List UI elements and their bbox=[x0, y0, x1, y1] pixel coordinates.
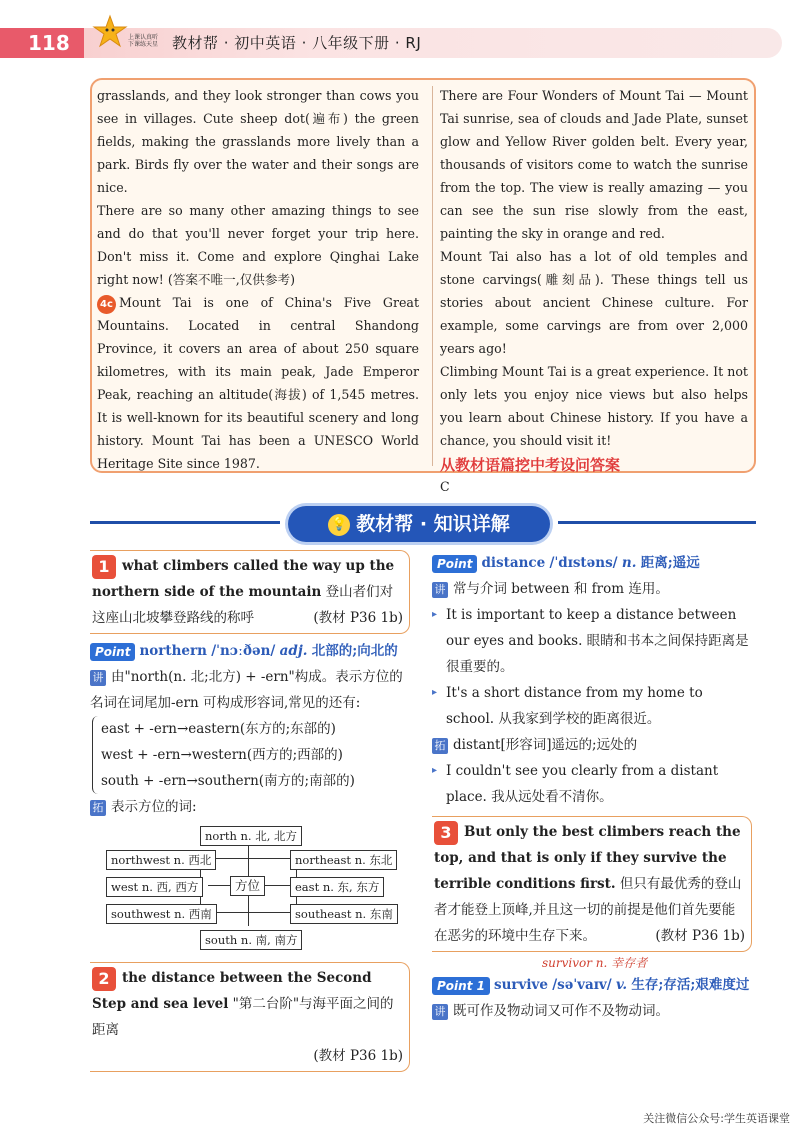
item-1-ref: (教材 P36 1b) bbox=[313, 610, 403, 626]
dir-southeast: southeast n. 东南 bbox=[290, 904, 398, 924]
tuo-icon: 拓 bbox=[90, 800, 106, 816]
example-sentence: ▸ It's a short distance from my home to school. 从我家到学校的距离很近。 bbox=[432, 680, 752, 732]
footer-note: 关注微信公众号:学生英语课堂 bbox=[643, 1112, 790, 1125]
point-label: Point bbox=[432, 555, 477, 573]
banner-title: 教材帮 · 知识详解 bbox=[356, 513, 510, 535]
part-of-speech: adj. bbox=[279, 643, 308, 659]
point-survive bbox=[432, 972, 752, 998]
explain-survive bbox=[432, 998, 752, 1024]
point-northern bbox=[90, 638, 410, 664]
star-logo-icon bbox=[92, 14, 128, 50]
dir-south: south n. 南, 南方 bbox=[200, 930, 302, 950]
meaning: 北部的;向北的 bbox=[311, 643, 398, 659]
explain-distance bbox=[432, 576, 752, 602]
explain-northern bbox=[90, 664, 410, 716]
phonetic: /ˈdɪstəns/ bbox=[549, 555, 618, 571]
column-divider bbox=[432, 86, 433, 466]
page-number: 118 bbox=[0, 28, 84, 58]
explain-text: 由"north(n. 北;北方) + -ern"构成。表示方位的名词在词尾加-ern 可构成形容词,常见的还有: bbox=[90, 669, 403, 711]
example-sentence: ▸ It is important to keep a distance between our eyes and books. 眼睛和书本之间保持距离是很重要的。 bbox=[432, 602, 752, 680]
answer-paragraph: There are Four Wonders of Mount Tai — Mount Tai sunrise, sea of clouds and Jade Plate, sunset glow and Yellow River golden belt. Every year, thousands of visitors come to watch the sunrise from the top. The view is really amazing — you can see the sun rise slowly from the east, painting the sky in orange and red. bbox=[440, 88, 748, 241]
brace-item: west + -ern→western(西方的;西部的) bbox=[101, 747, 343, 763]
explain-text: 常与介词 between 和 from 连用。 bbox=[453, 581, 669, 597]
item-3-ref: (教材 P36 1b) bbox=[655, 928, 745, 944]
item-1-english: what climbers called the way up the northern side of the mountain bbox=[92, 558, 395, 600]
survivor-annotation bbox=[432, 954, 752, 972]
tuo-line bbox=[432, 732, 752, 758]
survivor-note: survivor n. 幸存者 bbox=[542, 956, 648, 970]
point-label: Point 1 bbox=[432, 977, 490, 995]
answer-4c-paragraph bbox=[97, 291, 419, 475]
jiang-icon: 讲 bbox=[90, 670, 106, 686]
brace-group bbox=[92, 716, 410, 794]
answer-4c-text: Mount Tai is one of China's Five Great Mountains. Located in central Shandong Province, it covers an area of about 250 square kilometres, with its main peak, Jade Emperor Peak, reaching an altitude(海拔) of 1,545 metres. It is well-known for its beautiful scenery and long history. Mount Tai has been a UNESCO World Heritage Site since 1987. bbox=[97, 295, 419, 471]
section-banner bbox=[288, 506, 550, 542]
item-1-box bbox=[90, 550, 410, 634]
item-number: 1 bbox=[92, 555, 116, 579]
answer-paragraph: Climbing Mount Tai is a great experience. It not only lets you enjoy nice views but also helps you learn about Chinese history. If you have a chance, you should visit it! bbox=[440, 364, 748, 448]
tuo-line bbox=[90, 794, 410, 820]
tuo-icon: 拓 bbox=[432, 738, 448, 754]
item-2-chinese: "第二台阶"与海平面之间的距离 bbox=[92, 996, 394, 1038]
answer-left-column bbox=[97, 84, 419, 475]
banner-line-left bbox=[90, 521, 280, 524]
direction-diagram bbox=[90, 822, 410, 952]
point-distance bbox=[432, 550, 752, 576]
dir-southwest: southwest n. 西南 bbox=[106, 904, 217, 924]
answer-paragraph: Mount Tai also has a lot of old temples and stone carvings(雕刻品). These things tell us stories about ancient Chinese culture. For example, some carvings are from over 2,000 years ago! bbox=[440, 249, 748, 356]
item-2-box bbox=[90, 962, 410, 1072]
part-of-speech: n. bbox=[621, 555, 637, 571]
knowledge-left-column bbox=[90, 550, 410, 1072]
item-3-box bbox=[432, 816, 752, 952]
phonetic: /səˈvaɪv/ bbox=[552, 977, 612, 993]
tuo-text: 表示方位的词: bbox=[111, 799, 197, 815]
answer-paragraph: There are so many other amazing things to see and do that you'll never forget your trip here. Don't miss it. Come and explore Qinghai Lake right now! (答案不唯一,仅供参考) bbox=[97, 203, 419, 287]
item-2-ref: (教材 P36 1b) bbox=[313, 1048, 403, 1064]
dir-west: west n. 西, 西方 bbox=[106, 877, 203, 897]
item-3-chinese: 但只有最优秀的登山者才能登上顶峰,并且这一切的前提是他们首先要能在恶劣的环境中生存下来。 bbox=[434, 876, 742, 944]
jiang-icon: 讲 bbox=[432, 1004, 448, 1020]
knowledge-right-column bbox=[432, 550, 752, 1024]
logo-text: 上课认真听 下课练天星 bbox=[128, 34, 159, 48]
item-1-chinese: 登山者们对这座山北坡攀登路线的称呼 bbox=[92, 584, 394, 626]
example-sentence: ▸ I couldn't see you clearly from a distant place. 我从远处看不清你。 bbox=[432, 758, 752, 810]
item-3-english: But only the best climbers reach the top, and that is only if they survive the terrible conditions first. bbox=[434, 824, 741, 892]
meaning: 距离;遥远 bbox=[640, 555, 700, 571]
explain-text: 既可作及物动词又可作不及物动词。 bbox=[453, 1003, 669, 1019]
item-number: 2 bbox=[92, 967, 116, 991]
part-of-speech: v. bbox=[615, 977, 628, 993]
answer-right-column bbox=[440, 84, 748, 498]
brace-item: east + -ern→eastern(东方的;东部的) bbox=[101, 721, 336, 737]
item-2-english: the distance between the Second Step and sea level bbox=[92, 970, 372, 1012]
answer-paragraph: grasslands, and they look stronger than cows you see in villages. Cute sheep dot(遍布) the green fields, making the grasslands more lively than a park. Birds fly over the water and their songs are nice. bbox=[97, 88, 419, 195]
dir-northeast: northeast n. 东北 bbox=[290, 850, 397, 870]
dir-east: east n. 东, 东方 bbox=[290, 877, 384, 897]
item-number: 3 bbox=[434, 821, 458, 845]
badge-4c: 4c bbox=[97, 295, 116, 314]
meaning: 生存;存活;艰难度过 bbox=[631, 977, 750, 993]
dir-north: north n. 北, 北方 bbox=[200, 826, 302, 846]
word-survive: survive bbox=[493, 977, 548, 993]
word-distance: distance bbox=[481, 555, 546, 571]
exam-heading: 从教材语篇挖中考设问答案 bbox=[440, 456, 621, 474]
banner-line-right bbox=[558, 521, 756, 524]
lightbulb-icon: 💡 bbox=[328, 514, 350, 536]
brace-item: south + -ern→southern(南方的;南部的) bbox=[101, 773, 355, 789]
header-title: 教材帮 · 初中英语 · 八年级下册 · RJ bbox=[172, 34, 422, 52]
dir-center: 方位 bbox=[230, 876, 265, 896]
jiang-icon: 讲 bbox=[432, 582, 448, 598]
answer-letter: C bbox=[440, 479, 450, 494]
tuo-text: distant[形容词]遥远的;远处的 bbox=[453, 737, 638, 753]
phonetic: /ˈnɔːðən/ bbox=[211, 643, 276, 659]
point-label: Point bbox=[90, 643, 135, 661]
word-northern: northern bbox=[139, 643, 207, 659]
dir-northwest: northwest n. 西北 bbox=[106, 850, 216, 870]
